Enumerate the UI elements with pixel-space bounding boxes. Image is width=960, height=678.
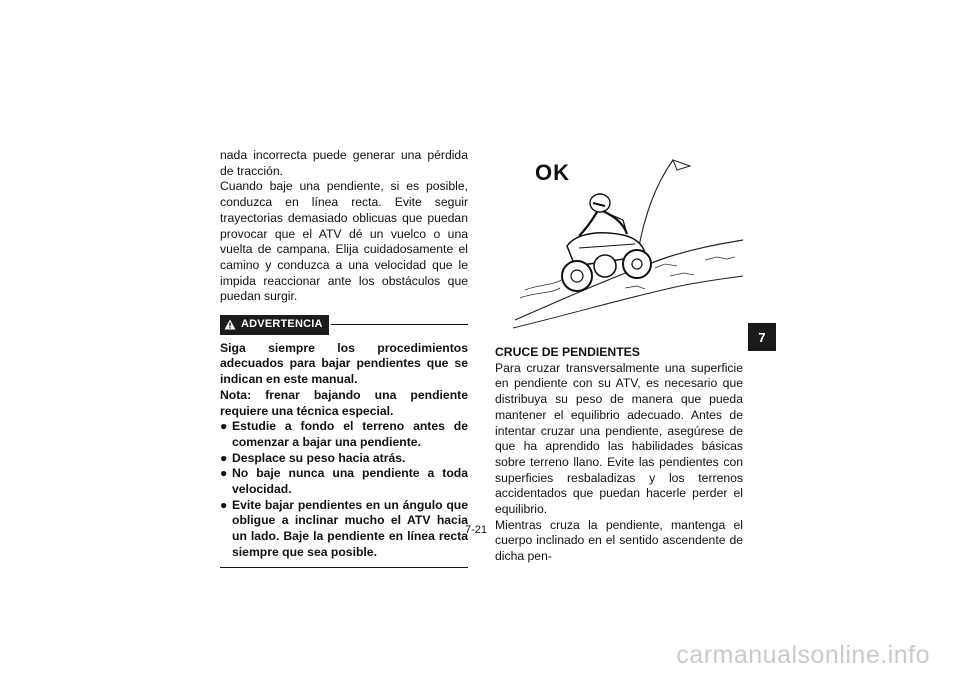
bullet-icon: ● bbox=[220, 466, 228, 481]
bullet-text: Estudie a fondo el terreno antes de comenzar a bajar una pendiente. bbox=[232, 419, 468, 449]
paragraph: Cuando baje una pendiente, si es posible, conduzca en línea recta. Evite seguir trayectorias demasiado oblicuas que puedan provocar que el ATV dé un vuelco o una vuelta de campana. Elija cuidadosamente el camino y conduzca a una velocidad que le impida reaccionar ante los obstáculos que puedan surgir. bbox=[220, 179, 468, 304]
warning-badge bbox=[220, 315, 329, 335]
paragraph: Mientras cruza la pendiente, mantenga el cuerpo inclinado en el sentido ascendente de dicha pen- bbox=[495, 517, 743, 564]
illustration-label: OK bbox=[535, 160, 570, 185]
warning-intro: Siga siempre los procedimientos adecuados para bajar pendientes que se indican en este manual. bbox=[220, 340, 468, 387]
right-column bbox=[495, 345, 743, 565]
watermark: carmanualsonline.info bbox=[676, 641, 930, 669]
bullet-text: Desplace su peso hacia atrás. bbox=[232, 450, 406, 465]
paragraph: nada incorrecta puede generar una pérdida de tracción. bbox=[220, 148, 468, 178]
paragraph: Para cruzar transversalmente una superficie en pendiente con su ATV, es necesario que distribuya su peso de manera que pueda mantener el equilibrio adecuado. Antes de intentar cruzar una pendiente, asegúrese de que ha aprendido las habilidades básicas sobre terreno llano. Evite las pendientes con superficies resbaladizas y los terrenos accidentados que puedan hacerle perder el equilibrio. bbox=[495, 360, 743, 517]
list-item bbox=[220, 451, 468, 467]
bullet-icon: ● bbox=[220, 419, 228, 434]
warning-label: ADVERTENCIA bbox=[241, 318, 323, 331]
list-item bbox=[220, 419, 468, 450]
warning-note: Nota: frenar bajando una pendiente requiere una técnica especial. bbox=[220, 387, 468, 418]
left-column bbox=[220, 148, 468, 568]
warning-header bbox=[220, 315, 468, 335]
chapter-tab: 7 bbox=[748, 323, 776, 351]
warning-bottom-rule bbox=[220, 567, 468, 568]
warning-rule bbox=[331, 324, 468, 325]
bullet-text: Evite bajar pendientes en un ángulo que obligue a inclinar mucho el ATV hacia un lado. Baje la pendiente en línea recta siempre que sea posible. bbox=[232, 497, 468, 559]
bullet-icon: ● bbox=[220, 497, 228, 512]
list-item bbox=[220, 498, 468, 561]
list-item bbox=[220, 466, 468, 497]
warning-body bbox=[220, 341, 468, 561]
section-title: CRUCE DE PENDIENTES bbox=[495, 345, 640, 359]
bullet-icon: ● bbox=[220, 450, 228, 465]
page-number: 7-21 bbox=[465, 524, 488, 536]
warning-triangle-icon bbox=[224, 319, 236, 330]
bullet-text: No baje nunca una pendiente a toda velocidad. bbox=[232, 466, 468, 497]
